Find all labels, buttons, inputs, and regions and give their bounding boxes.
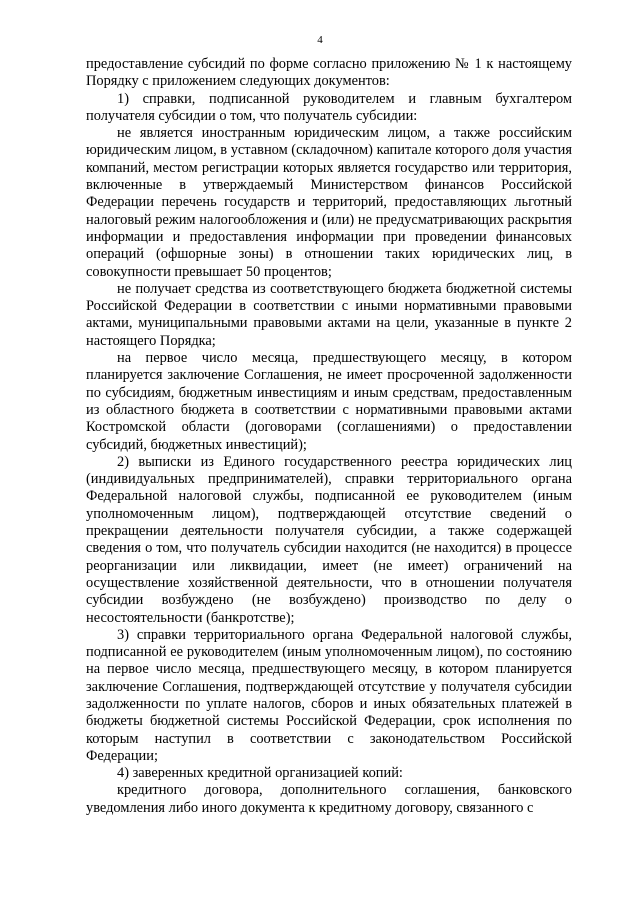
paragraph-not-foreign-entity: не является иностранным юридическим лицом, а также российским юридическим лицом, в уставном (складочном) капитале которого доля участия компаний, местом регистрации которых является государство или территория, включенные в утверждаемый Министерством финансов Российской Федерации перечень государств и территорий, предоставляющих льготный налоговый режим налогообложения и (или) не предусматривающих раскрытия информации и предоставления информации при проведении финансовых операций (офшорные зоны) в отношении таких юридических лиц, в совокупности превышает 50 процентов; bbox=[86, 125, 572, 280]
paragraph-loan-agreement: кредитного договора, дополнительного соглашения, банковского уведомления либо иного документа к кредитному договору, связанного с bbox=[86, 782, 572, 816]
paragraph-item-1-certificate: 1) справки, подписанной руководителем и главным бухгалтером получателя субсидии о том, что получатель субсидии: bbox=[86, 90, 572, 124]
document-body bbox=[86, 56, 572, 817]
page-number: 4 bbox=[317, 34, 323, 46]
paragraph-no-other-budget-funds: не получает средства из соответствующего бюджета бюджетной системы Российской Федерации в соответствии с иными нормативными правовыми актами, муниципальными правовыми актами на цели, указанные в пункте 2 настоящего Порядка; bbox=[86, 280, 572, 349]
paragraph-no-overdue-debt: на первое число месяца, предшествующего месяцу, в котором планируется заключение Соглашения, не имеет просроченной задолженности по субсидиям, бюджетным инвестициям и иным средствам, предоставленным из областного бюджета в соответствии с нормативными правовыми актами Костромской области (договорами (соглашениями) о предоставлении субсидий, бюджетных инвестиций); bbox=[86, 350, 572, 453]
paragraph-item-2-registry-extract: 2) выписки из Единого государственного реестра юридических лиц (индивидуальных предпринимателей), справки территориального органа Федеральной налоговой службы, подписанной ее руководителем (иным уполномоченным лицом), подтверждающей отсутствие сведений о прекращении деятельности получателя субсидии, а также содержащей сведения о том, что получатель субсидии находится (не находится) в процессе реорганизации или ликвидации, имеет (не имеет) ограничений на осуществление хозяйственной деятельности, что в отношении получателя субсидии возбуждено (не возбуждено) производство по делу о несостоятельности (банкротстве); bbox=[86, 453, 572, 626]
paragraph-item-4-bank-copies: 4) заверенных кредитной организацией копий: bbox=[117, 765, 403, 782]
paragraph-item-3-tax-certificate: 3) справки территориального органа Федеральной налоговой службы, подписанной ее руководителем (иным уполномоченным лицом), по состоянию на первое число месяца, предшествующего месяцу, в котором планируется заключение Соглашения, подтверждающей отсутствие у получателя субсидии задолженности по уплате налогов, сборов и иных обязательных платежей в бюджеты бюджетной системы Российской Федерации, срок исполнения по которым наступил в соответствии с законодательством Российской Федерации; bbox=[86, 626, 572, 764]
paragraph-intro-continuation: предоставление субсидий по форме согласно приложению № 1 к настоящему Порядку с приложением следующих документов: bbox=[86, 56, 572, 90]
